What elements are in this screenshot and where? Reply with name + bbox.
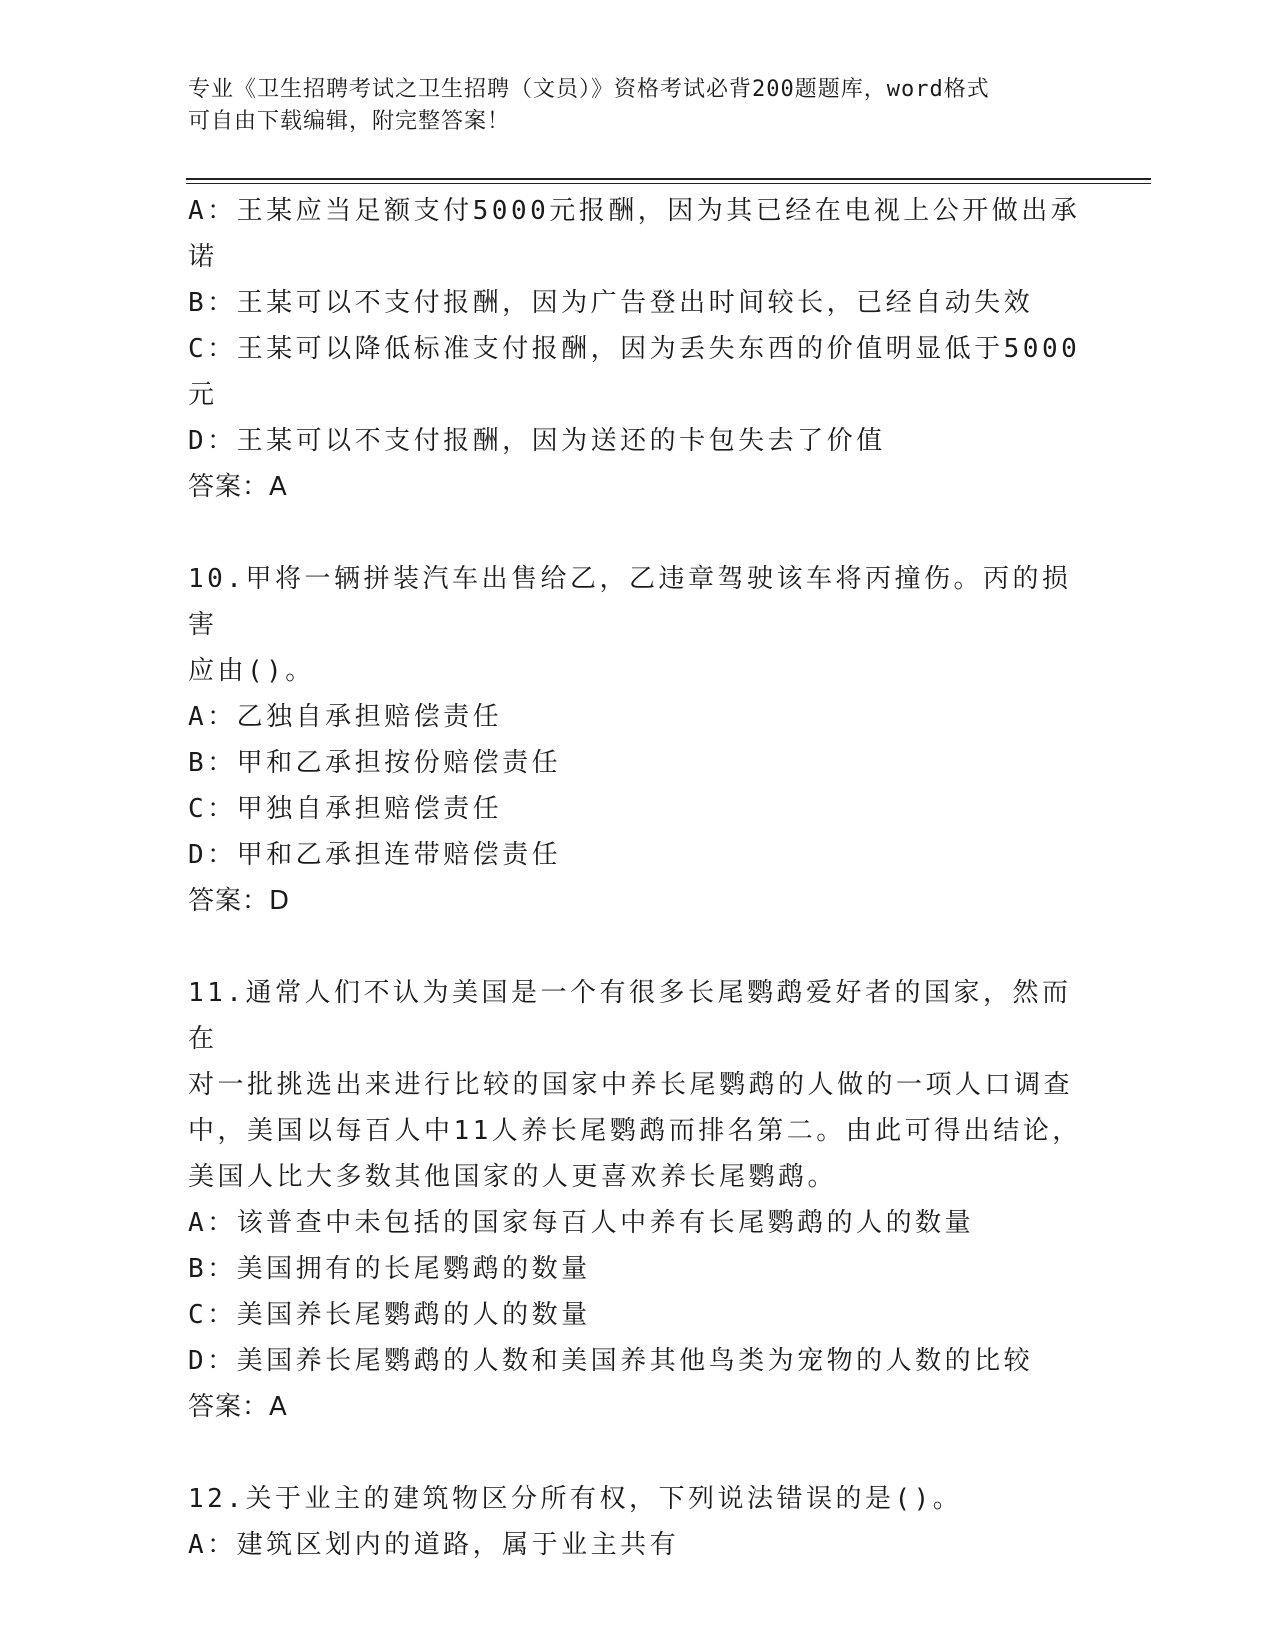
- spacer: [188, 1430, 1088, 1476]
- question-stem: 10.甲将一辆拼装汽车出售给乙，乙违章驾驶该车将丙撞伤。丙的损害: [188, 564, 1072, 640]
- answer: 答案：D: [188, 886, 291, 916]
- question-stem: 中，美国以每百人中11人养长尾鹦鹉而排名第二。由此可得出结论，: [188, 1116, 1082, 1146]
- option-d: D：甲和乙承担连带赔偿责任: [188, 840, 562, 870]
- option-b: B：甲和乙承担按份赔偿责任: [188, 748, 562, 778]
- option-b: B：美国拥有的长尾鹦鹉的数量: [188, 1254, 591, 1284]
- option-a: A：王某应当足额支付5000元报酬，因为其已经在电视上公开做出承: [188, 196, 1081, 226]
- header-line-2: 可自由下载编辑，附完整答案！: [188, 109, 511, 134]
- option-c-wrap: 元: [188, 380, 218, 410]
- question-stem: 应由()。: [188, 656, 315, 686]
- document-body: [188, 188, 1088, 1568]
- question-stem: 对一批挑选出来进行比较的国家中养长尾鹦鹉的人做的一项人口调查: [188, 1070, 1074, 1100]
- header-line-1: 专业《卫生招聘考试之卫生招聘（文员）》资格考试必背200题题库，word格式: [188, 77, 990, 102]
- question-stem: 美国人比大多数其他国家的人更喜欢养长尾鹦鹉。: [188, 1162, 838, 1192]
- question-9: [188, 188, 1088, 510]
- document-header: [188, 74, 1068, 138]
- option-c: C：王某可以降低标准支付报酬，因为丢失东西的价值明显低于5000: [188, 334, 1081, 364]
- option-a-wrap: 诺: [188, 242, 218, 272]
- question-10: [188, 556, 1088, 924]
- option-a: A：建筑区划内的道路，属于业主共有: [188, 1530, 680, 1560]
- question-12: [188, 1476, 1088, 1568]
- header-divider: [186, 178, 1151, 184]
- question-stem: 11.通常人们不认为美国是一个有很多长尾鹦鹉爱好者的国家，然而在: [188, 978, 1072, 1054]
- option-a: A：该普查中未包括的国家每百人中养有长尾鹦鹉的人的数量: [188, 1208, 975, 1238]
- option-b: B：王某可以不支付报酬，因为广告登出时间较长，已经自动失效: [188, 288, 1034, 318]
- answer: 答案：A: [188, 1392, 288, 1422]
- answer: 答案：A: [188, 472, 288, 502]
- question-stem: 12.关于业主的建筑物区分所有权，下列说法错误的是()。: [188, 1484, 963, 1514]
- option-c: C：甲独自承担赔偿责任: [188, 794, 503, 824]
- option-d: D：美国养长尾鹦鹉的人数和美国养其他鸟类为宠物的人数的比较: [188, 1346, 1034, 1376]
- spacer: [188, 924, 1088, 970]
- spacer: [188, 510, 1088, 556]
- question-11: [188, 970, 1088, 1430]
- option-c: C：美国养长尾鹦鹉的人的数量: [188, 1300, 591, 1330]
- option-d: D：王某可以不支付报酬，因为送还的卡包失去了价值: [188, 426, 886, 456]
- option-a: A：乙独自承担赔偿责任: [188, 702, 503, 732]
